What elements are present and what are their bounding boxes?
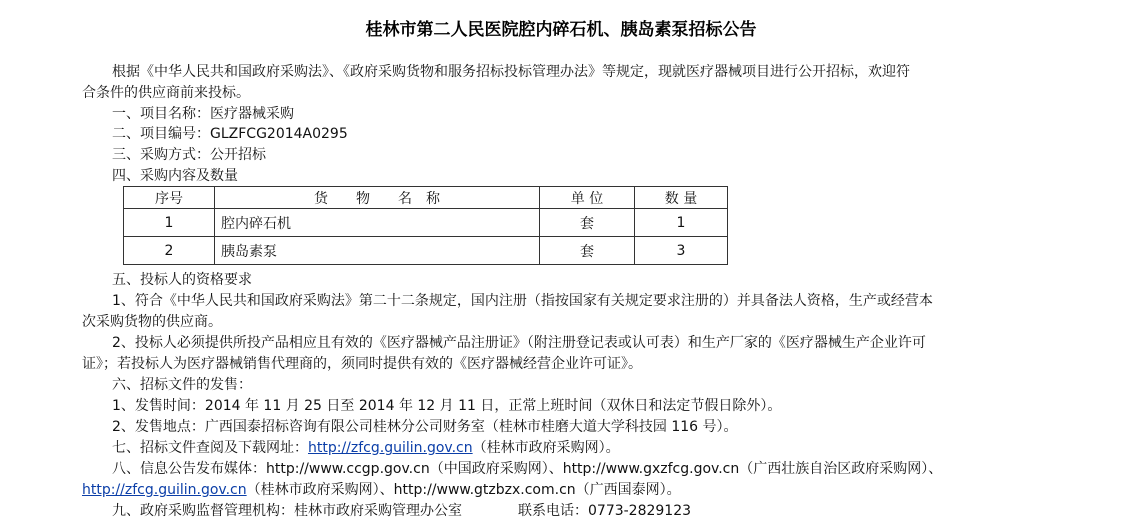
cell-quantity: 3 [635, 237, 728, 265]
header-unit: 单 位 [540, 187, 635, 209]
table-row [124, 237, 728, 265]
qualification-item-2-line-1: 2、投标人必须提供所投产品相应且有效的《医疗器械产品注册证》（附注册登记表或认可表）和生产厂家的《医疗器械生产企业许可 [112, 335, 926, 351]
intro-line-1: 根据《中华人民共和国政府采购法》、《政府采购货物和服务招标投标管理办法》等规定，现就医疗器械项目进行公开招标，欢迎符 [112, 64, 910, 80]
qualification-heading: 五、投标人的资格要求 [112, 272, 252, 288]
supervision-agency: 九、政府采购监督管理机构：桂林市政府采购管理办公室 [112, 503, 462, 519]
media-link[interactable]: http://zfcg.guilin.gov.cn [82, 482, 247, 498]
qualification-item-1-line-1: 1、符合《中华人民共和国政府采购法》第二十二条规定，国内注册（指按国家有关规定要求注册的）并具备法人资格，生产或经营本 [112, 293, 933, 309]
header-serial: 序号 [124, 187, 215, 209]
cell-goods-name: 胰岛素泵 [215, 237, 540, 265]
cell-goods-name: 腔内碎石机 [215, 209, 540, 237]
download-line [112, 438, 620, 459]
procurement-table [123, 186, 728, 265]
procurement-content-heading: 四、采购内容及数量 [112, 168, 238, 184]
sale-heading: 六、招标文件的发售： [112, 377, 252, 393]
media-line-2 [82, 480, 681, 501]
supervision-line [112, 501, 691, 522]
header-quantity: 数 量 [635, 187, 728, 209]
download-link[interactable]: http://zfcg.guilin.gov.cn [308, 440, 473, 456]
cell-serial: 2 [124, 237, 215, 265]
project-name: 一、项目名称：医疗器械采购 [112, 106, 294, 122]
header-goods-name: 货 物 名 称 [215, 187, 540, 209]
contact-phone: 联系电话：0773-2829123 [518, 503, 692, 519]
download-label: 七、招标文件查阅及下载网址： [112, 440, 308, 456]
cell-serial: 1 [124, 209, 215, 237]
cell-unit: 套 [540, 237, 635, 265]
cell-unit: 套 [540, 209, 635, 237]
cell-quantity: 1 [635, 209, 728, 237]
sale-location: 2、发售地点：广西国泰招标咨询有限公司桂林分公司财务室（桂林市桂磨大道大学科技园 116 号）。 [112, 419, 738, 435]
media-suffix: （桂林市政府采购网）、http://www.gtzbzx.com.cn（广西国泰网）。 [246, 482, 681, 498]
download-suffix: （桂林市政府采购网）。 [472, 440, 620, 456]
project-number: 二、项目编号：GLZFCG2014A0295 [112, 126, 348, 142]
sale-time: 1、发售时间：2014 年 11 月 25 日至 2014 年 12 月 11 日，正常上班时间（双休日和法定节假日除外）。 [112, 398, 782, 414]
table-row [124, 209, 728, 237]
procurement-method: 三、采购方式：公开招标 [112, 147, 266, 163]
table-header-row [124, 187, 728, 209]
page-title: 桂林市第二人民医院腔内碎石机、胰岛素泵招标公告 [365, 20, 757, 40]
media-line-1: 八、信息公告发布媒体：http://www.ccgp.gov.cn（中国政府采购网）、http://www.gxzfcg.gov.cn（广西壮族自治区政府采购网）、 [112, 461, 943, 477]
intro-line-2: 合条件的供应商前来投标。 [82, 85, 250, 101]
qualification-item-2-line-2: 证》；若投标人为医疗器械销售代理商的，须同时提供有效的《医疗器械经营企业许可证》。 [82, 356, 642, 372]
qualification-item-1-line-2: 次采购货物的供应商。 [82, 314, 222, 330]
